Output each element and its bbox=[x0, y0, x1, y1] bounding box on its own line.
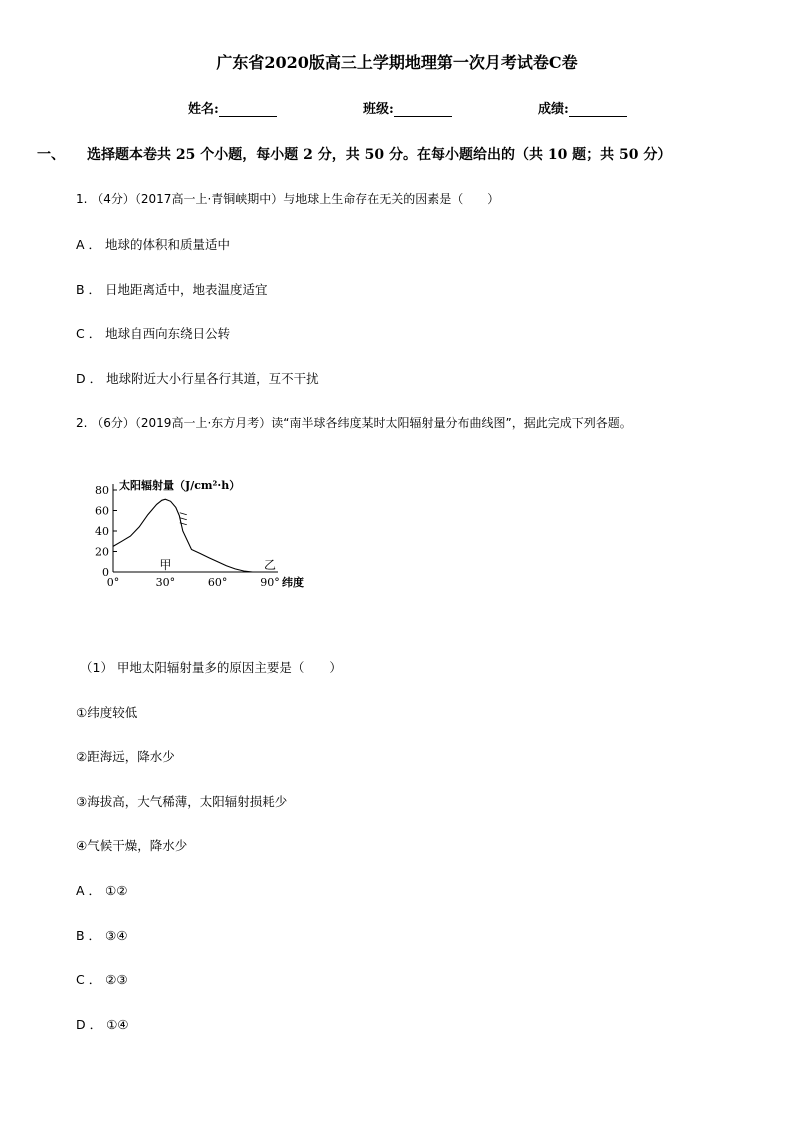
location-label: 乙 bbox=[263, 558, 277, 572]
statement-1: ①纬度较低 bbox=[76, 705, 138, 720]
y-tick-label: 20 bbox=[95, 545, 109, 559]
document-title: 广东省2020版高三上学期地理第一次月考试卷C卷 bbox=[216, 53, 578, 72]
statement-2: ②距海远，降水少 bbox=[76, 749, 175, 764]
score-blank bbox=[569, 102, 627, 117]
sub-question-1-option-d: D ． ①④ bbox=[76, 1017, 129, 1032]
question-1-stem: 1. （4分）（2017高一上·青铜峡期中）与地球上生命存在无关的因素是（ ） bbox=[76, 192, 500, 206]
x-tick-label: 0° bbox=[106, 576, 120, 589]
question-1-option-c: C ． 地球自西向东绕日公转 bbox=[76, 326, 231, 341]
y-tick-label: 80 bbox=[95, 484, 109, 497]
question-1-option-b: B ． 日地距离适中，地表温度适宜 bbox=[76, 282, 268, 297]
class-field bbox=[363, 98, 452, 117]
section-text: 选择题本卷共 25 个小题，每小题 2 分，共 50 分。在每小题给出的（共 10 题；共 50 分） bbox=[87, 147, 672, 163]
x-tick-label: 90° bbox=[260, 576, 280, 589]
terrain-hatch-mark bbox=[180, 518, 187, 520]
x-tick-label: 30° bbox=[155, 576, 176, 589]
solar-radiation-chart bbox=[88, 472, 328, 597]
name-label: 姓名: bbox=[188, 102, 219, 117]
score-label: 成绩: bbox=[538, 102, 569, 117]
section-heading bbox=[37, 144, 671, 164]
y-tick-label: 60 bbox=[95, 504, 109, 518]
sub-question-1-stem: （1） 甲地太阳辐射量多的原因主要是（ ） bbox=[80, 660, 342, 675]
statement-4: ④气候干燥，降水少 bbox=[76, 838, 188, 853]
y-tick-label: 40 bbox=[95, 525, 109, 538]
x-axis-label: 纬度 bbox=[282, 576, 304, 589]
name-blank bbox=[219, 102, 277, 117]
y-tick-label: 0 bbox=[102, 566, 109, 579]
chart-svg bbox=[88, 472, 328, 597]
question-1-option-a: A ． 地球的体积和质量适中 bbox=[76, 237, 230, 252]
sub-question-1-option-c: C ． ②③ bbox=[76, 972, 128, 987]
name-field bbox=[188, 98, 277, 117]
x-tick-label: 60° bbox=[207, 576, 228, 589]
score-field bbox=[538, 98, 627, 117]
section-number: 一、 bbox=[37, 147, 65, 163]
class-label: 班级: bbox=[363, 102, 394, 117]
question-2-stem: 2. （6分）（2019高一上·东方月考）读“南半球各纬度某时太阳辐射量分布曲线图”，据此完成下列各题。 bbox=[76, 416, 632, 430]
class-blank bbox=[394, 102, 452, 117]
statement-3: ③海拔高，大气稀薄，太阳辐射损耗少 bbox=[76, 794, 288, 809]
terrain-hatch-mark bbox=[180, 513, 187, 515]
sub-question-1-option-b: B ． ③④ bbox=[76, 928, 128, 943]
question-1-option-d: D ． 地球附近大小行星各行其道，互不干扰 bbox=[76, 371, 319, 386]
radiation-curve bbox=[113, 499, 253, 572]
location-label: 甲 bbox=[159, 558, 172, 572]
chart-title: 太阳辐射量（J/cm²·h） bbox=[119, 479, 241, 492]
sub-question-1-option-a: A ． ①② bbox=[76, 883, 128, 898]
